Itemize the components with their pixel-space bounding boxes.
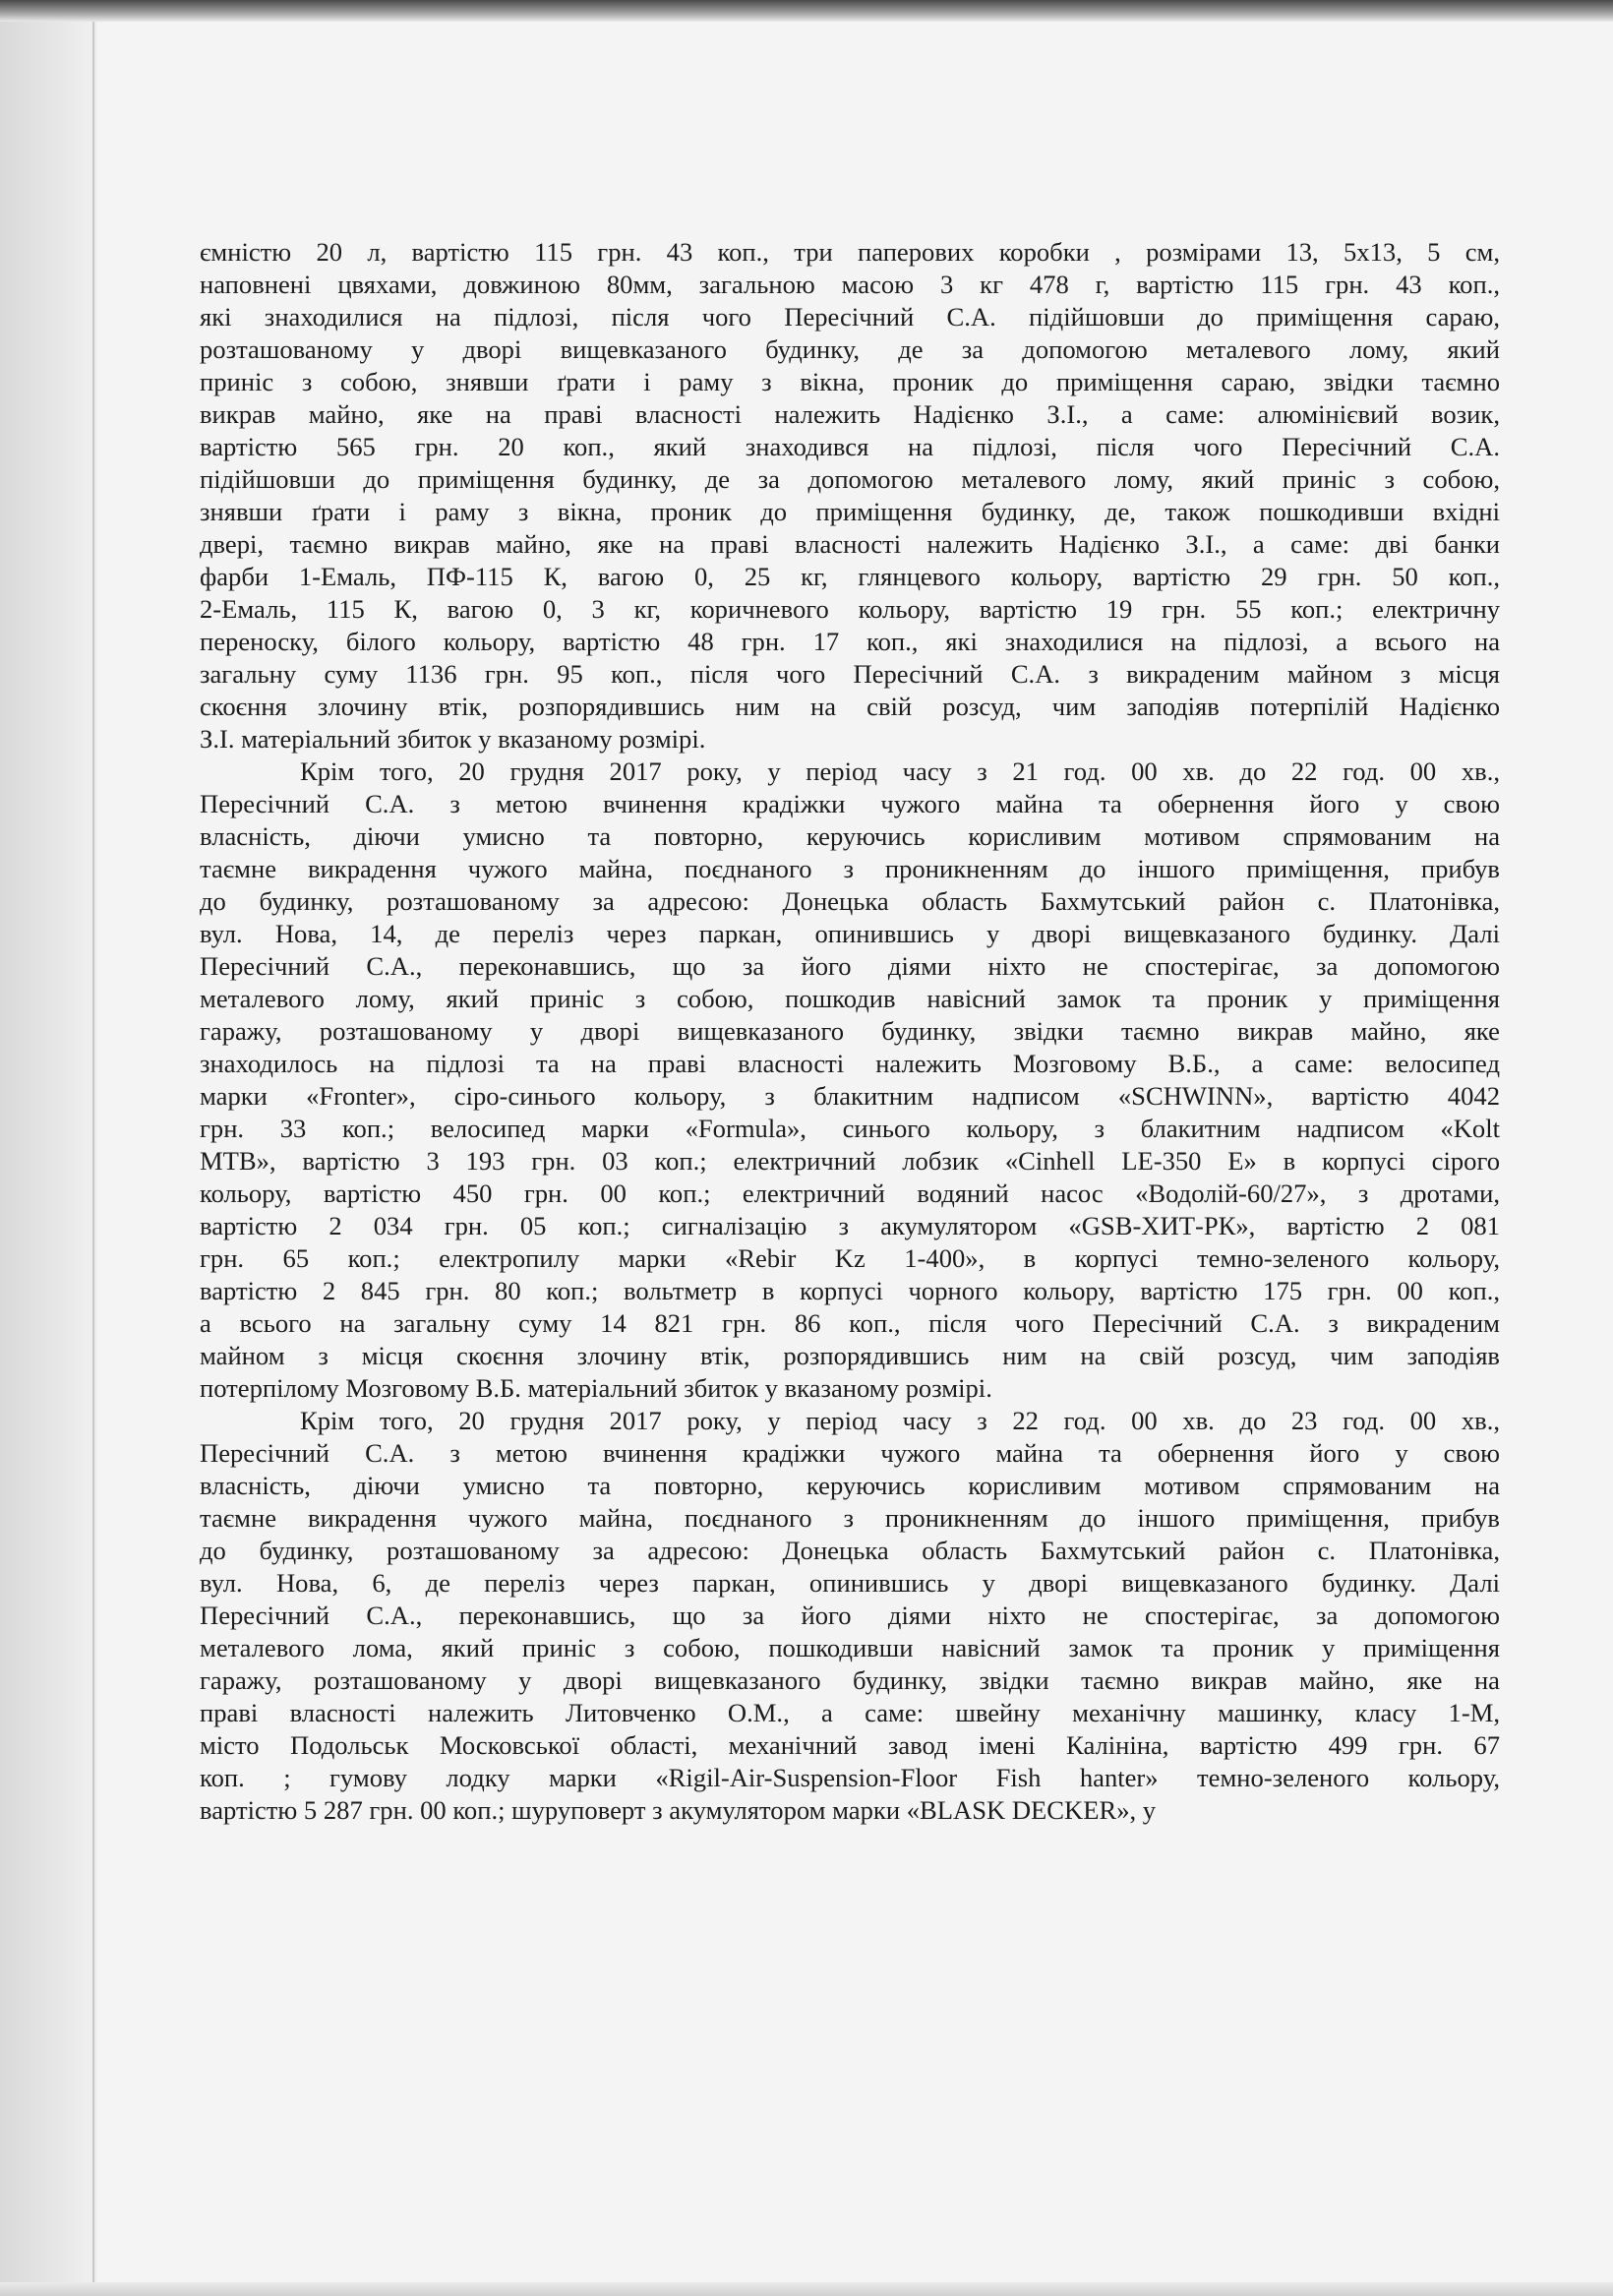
paper-fold-line <box>92 0 94 2296</box>
paragraph <box>200 755 1500 1405</box>
text-line: власність, діючи умисно та повторно, керуючись корисливим мотивом спрямованим на <box>200 1471 1500 1500</box>
text-line: приніс з собою, знявши ґрати і раму з вікна, проник до приміщення сараю, звідки таємно <box>200 367 1500 396</box>
text-line: майном з місця скоєння злочину втік, розпорядившись ним на свій розсуд, чим заподіяв <box>200 1341 1500 1370</box>
text-line: вул. Нова, 14, де переліз через паркан, опинившись у дворі вищевказаного будинку. Далі <box>200 919 1500 948</box>
text-line: потерпілому Мозговому В.Б. матеріальний збиток у вказаному розмірі. <box>200 1373 992 1403</box>
text-line: металевого лома, який приніс з собою, пошкодивши навісний замок та проник у приміщення <box>200 1633 1500 1662</box>
document-body <box>200 236 1500 1827</box>
text-line: металевого лому, який приніс з собою, пошкодив навісний замок та проник у приміщення <box>200 984 1500 1013</box>
text-line: до будинку, розташованому за адресою: Донецька область Бахмутський район с. Платонівка, <box>200 1536 1500 1565</box>
text-line: власність, діючи умисно та повторно, керуючись корисливим мотивом спрямованим на <box>200 821 1500 851</box>
text-line: підійшовши до приміщення будинку, де за допомогою металевого лому, який приніс з собою, <box>200 464 1500 494</box>
text-line: вартістю 565 грн. 20 коп., який знаходився на підлозі, після чого Пересічний С.А. <box>200 432 1500 461</box>
text-line: MTB», вартістю 3 193 грн. 03 коп.; електричний лобзик «Cinhell LE-350 E» в корпусі сірого <box>200 1146 1500 1176</box>
text-line: Крім того, 20 грудня 2017 року, у період часу з 22 год. 00 хв. до 23 год. 00 хв., <box>300 1406 1500 1435</box>
text-line: фарби 1-Емаль, ПФ-115 К, вагою 0, 25 кг, глянцевого кольору, вартістю 29 грн. 50 коп., <box>200 562 1500 591</box>
text-line: грн. 65 коп.; електропилу марки «Rebir Kz 1-400», в корпусі темно-зеленого кольору, <box>200 1243 1500 1273</box>
text-line: знявши ґрати і раму з вікна, проник до приміщення будинку, де, також пошкодивши вхідні <box>200 497 1500 526</box>
text-line: З.І. матеріальний збиток у вказаному розмірі. <box>200 724 706 754</box>
text-line: загальну суму 1136 грн. 95 коп., після чого Пересічний С.А. з викраденим майном з місця <box>200 659 1500 689</box>
scan-top-edge <box>0 0 1613 22</box>
text-line: Пересічний С.А. з метою вчинення крадіжки чужого майна та обернення його у свою <box>200 1438 1500 1468</box>
text-line: двері, таємно викрав майно, яке на праві власності належить Надієнко З.І., а саме: дві банки <box>200 529 1500 559</box>
text-line: місто Подольськ Московської області, механічний завод імені Калініна, вартістю 499 грн. 67 <box>200 1730 1500 1760</box>
text-line: гаражу, розташованому у дворі вищевказаного будинку, звідки таємно викрав майно, яке на <box>200 1665 1500 1695</box>
text-line: які знаходилися на підлозі, після чого Пересічний С.А. підійшовши до приміщення сараю, <box>200 302 1500 332</box>
scan-left-margin <box>0 0 93 2296</box>
text-line: наповнені цвяхами, довжиною 80мм, загальною масою 3 кг 478 г, вартістю 115 грн. 43 коп., <box>200 270 1500 299</box>
text-line: Крім того, 20 грудня 2017 року, у період часу з 21 год. 00 хв. до 22 год. 00 хв., <box>300 756 1500 786</box>
text-line: коп. ; гумову лодку марки «Rigil-Air-Suspension-Floor Fish hanter» темно-зеленого кольору, <box>200 1763 1500 1792</box>
text-line: вартістю 2 034 грн. 05 коп.; сигналізацію з акумулятором «GSB-ХИТ-РК», вартістю 2 081 <box>200 1211 1500 1240</box>
text-line: грн. 33 коп.; велосипед марки «Formula», синього кольору, з блакитним надписом «Kolt <box>200 1114 1500 1143</box>
scan-bottom-edge <box>0 2282 1613 2296</box>
text-line: таємне викрадення чужого майна, поєднаного з проникненням до іншого приміщення, прибув <box>200 1503 1500 1533</box>
text-line: а всього на загальну суму 14 821 грн. 86 коп., після чого Пересічний С.А. з викраденим <box>200 1308 1500 1338</box>
text-line: розташованому у дворі вищевказаного будинку, де за допомогою металевого лому, який <box>200 334 1500 364</box>
text-line: кольору, вартістю 450 грн. 00 коп.; електричний водяний насос «Водолій-60/27», з дротами, <box>200 1178 1500 1208</box>
text-line: скоєння злочину втік, розпорядившись ним на свій розсуд, чим заподіяв потерпілій Надієнко <box>200 692 1500 721</box>
paragraph <box>200 236 1500 755</box>
text-line: переноску, білого кольору, вартістю 48 грн. 17 коп., які знаходилися на підлозі, а всього на <box>200 627 1500 656</box>
text-line: Пересічний С.А., переконавшись, що за його діями ніхто не спостерігає, за допомогою <box>200 1601 1500 1630</box>
paragraph <box>200 1405 1500 1827</box>
text-line: Пересічний С.А. з метою вчинення крадіжки чужого майна та обернення його у свою <box>200 789 1500 818</box>
text-line: викрав майно, яке на праві власності належить Надієнко З.І., а саме: алюмінієвий возик, <box>200 399 1500 429</box>
text-line: до будинку, розташованому за адресою: Донецька область Бахмутський район с. Платонівка, <box>200 886 1500 916</box>
text-line: гаражу, розташованому у дворі вищевказаного будинку, звідки таємно викрав майно, яке <box>200 1016 1500 1046</box>
text-line: вартістю 5 287 грн. 00 коп.; шуруповерт з акумулятором марки «BLASK DECKER», у <box>200 1795 1157 1825</box>
text-line: ємністю 20 л, вартістю 115 грн. 43 коп., три паперових коробки , розмірами 13, 5х13, 5 см, <box>200 237 1500 267</box>
text-line: знаходилось на підлозі та на праві власності належить Мозговому В.Б., а саме: велосипед <box>200 1049 1500 1078</box>
text-line: марки «Fronter», сіро-синього кольору, з блакитним надписом «SCHWINN», вартістю 4042 <box>200 1081 1500 1111</box>
text-line: таємне викрадення чужого майна, поєднаного з проникненням до іншого приміщення, прибув <box>200 854 1500 883</box>
text-line: вул. Нова, 6, де переліз через паркан, опинившись у дворі вищевказаного будинку. Далі <box>200 1568 1500 1598</box>
text-line: вартістю 2 845 грн. 80 коп.; вольтметр в корпусі чорного кольору, вартістю 175 грн. 00 коп., <box>200 1276 1500 1305</box>
text-line: Пересічний С.А., переконавшись, що за його діями ніхто не спостерігає, за допомогою <box>200 951 1500 981</box>
text-line: 2-Емаль, 115 К, вагою 0, 3 кг, коричневого кольору, вартістю 19 грн. 55 коп.; електричну <box>200 594 1500 624</box>
text-line: праві власності належить Литовченко О.М., а саме: швейну механічну машинку, класу 1-М, <box>200 1698 1500 1727</box>
